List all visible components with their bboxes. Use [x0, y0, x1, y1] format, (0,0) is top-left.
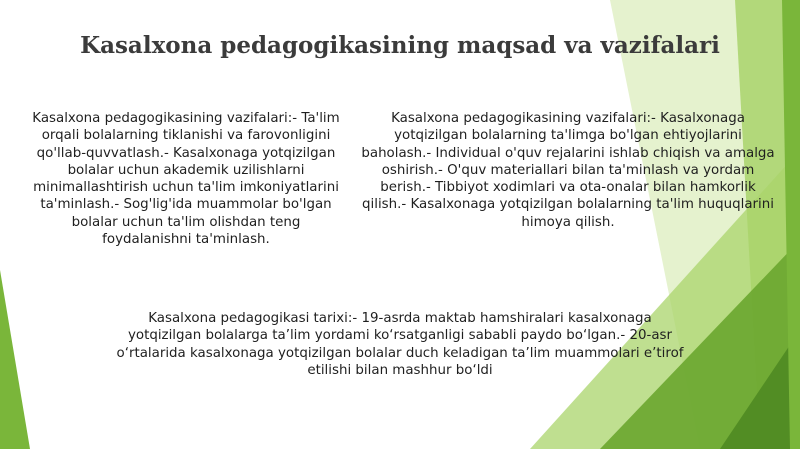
right-text-block: Kasalxona pedagogikasining vazifalari:- Kasalxonaga yotqizilgan bolalarning ta'limga bo'lgan ehtiyojlarini baholash.- Individual o'quv rejalarini ishlab chiqish va amalga oshirish.- O'quv materiallari bilan ta'minlash va yordam berish.- Tibbiyot xodimlari va ota-onalar bilan hamkorlik qilish.- Kasalxonaga yotqizilgan bolalarning ta'lim huquqlarini himoya qilish. — [361, 111, 775, 230]
left-accent-shape — [0, 270, 30, 449]
left-text-block: Kasalxona pedagogikasining vazifalari:- Ta'lim orqali bolalarning tiklanishi va farovonligini qo'llab-quvvatlash.- Kasalxonaga yotqizilgan bolalar uchun akademik uzilishlarni minimallashtirish uchun ta'lim imkoniyatlarini ta'minlash.- Sog'lig'ida muammolar bo'lgan bolalar uchun ta'lim olishdan teng foydalanishni ta'minlash. — [32, 111, 340, 248]
slide-title: Kasalxona pedagogikasining maqsad va vazifalari — [80, 32, 720, 59]
bottom-text-block: Kasalxona pedagogikasi tarixi:- 19-asrda maktab hamshiralari kasalxonaga yotqizilgan bolalarga ta’lim yordami ko‘rsatganligi sababli paydo bo‘lgan.- 20-asr o‘rtalarida kasalxonaga yotqizilgan bolalar duch keladigan ta’lim muammolari e’tirof etilishi bilan mashhur bo‘ldi — [116, 311, 684, 378]
